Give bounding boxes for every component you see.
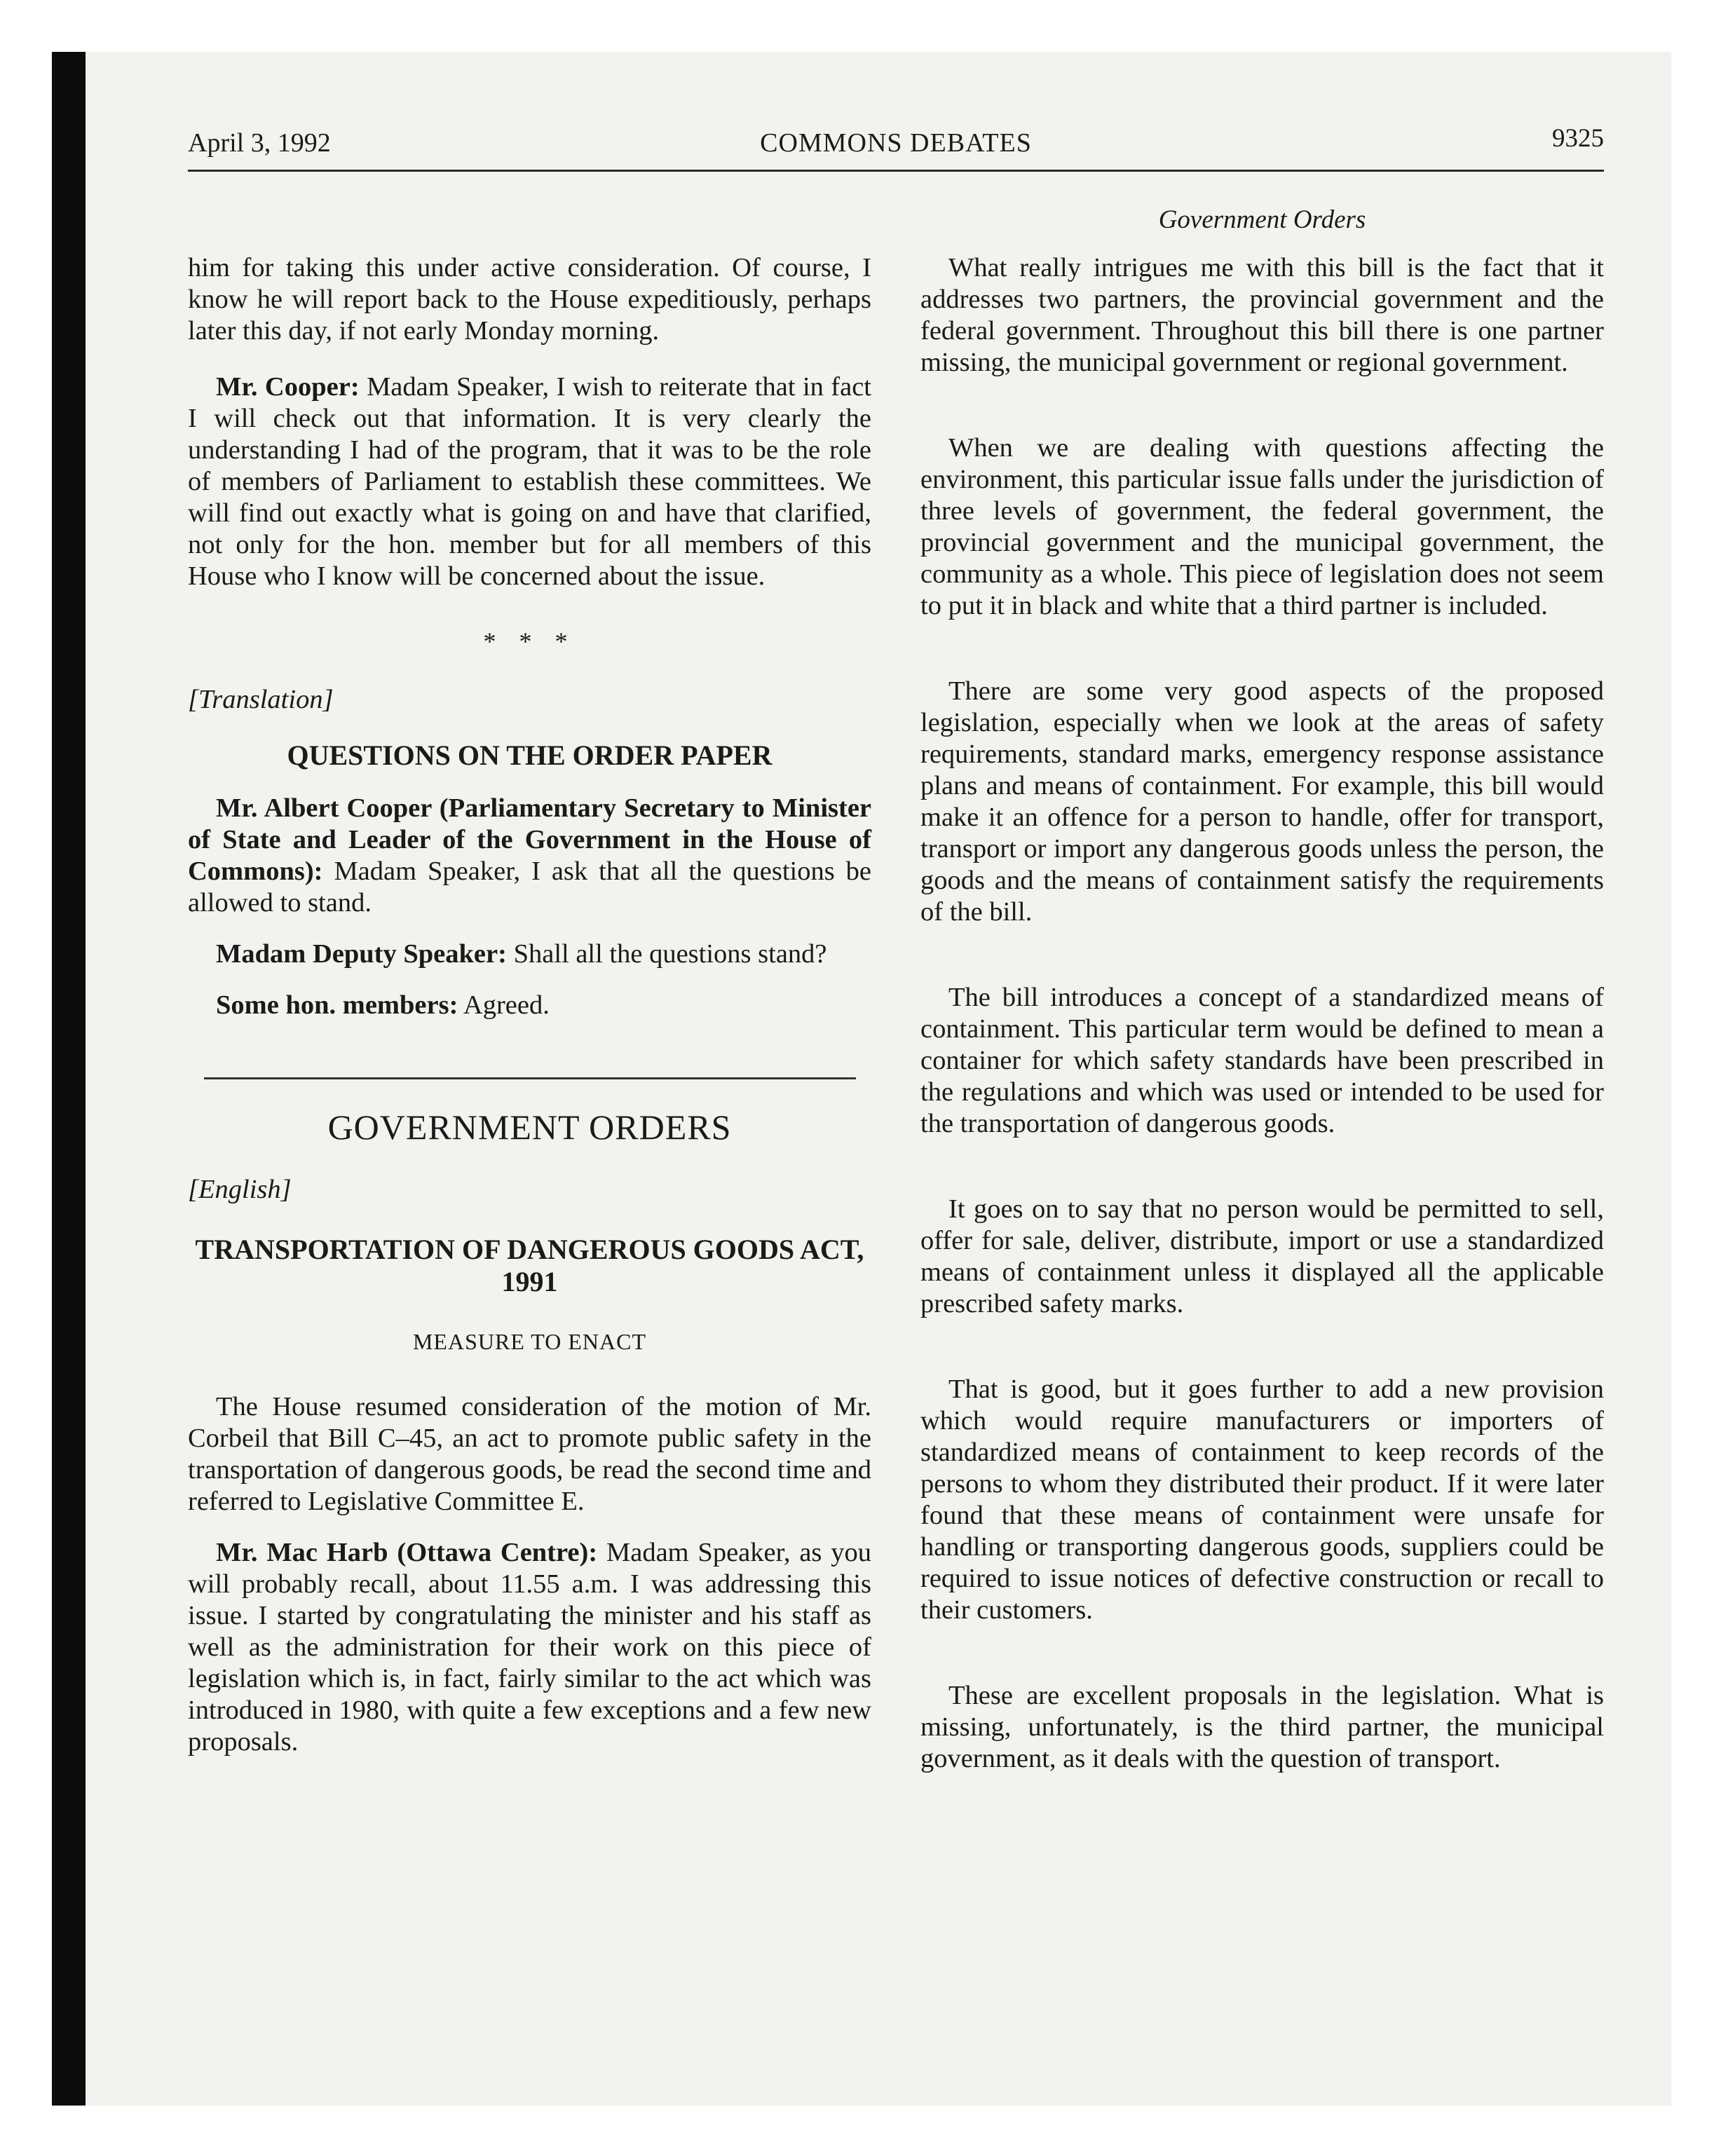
speech-text: Agreed.	[463, 990, 550, 1020]
act-heading: TRANSPORTATION OF DANGEROUS GOODS ACT, 1991	[195, 1234, 864, 1297]
speaker-name: Mr. Cooper:	[216, 372, 360, 402]
speaker-name: Mr. Mac Harb (Ottawa Centre):	[216, 1538, 598, 1567]
deputy-speaker-paragraph	[188, 939, 871, 970]
speaker-name: Mr. Albert Cooper (Parliamentary Secretary to Minister of State and Leader of the Government in the House of Commons):	[188, 793, 871, 886]
speech-text: Madam Speaker, I ask that all the questions be allowed to stand.	[188, 857, 872, 917]
body-paragraph: That is good, but it goes further to add a new provision which would require manufacturers or importers of standardized means of containment to keep records of the persons to whom they distributed their product. If it were later found that these means of containment were unsafe for handling or transporting dangerous goods, suppliers could be required to issue notices of defective construction or recall to their customers.	[920, 1374, 1604, 1625]
page-header	[188, 119, 1604, 172]
left-column	[188, 252, 871, 1758]
translation-tag: [Translation]	[188, 685, 334, 714]
body-paragraph: These are excellent proposals in the legislation. What is missing, unfortunately, is the third partner, the municipal government, as it deals with the question of transport.	[920, 1681, 1604, 1773]
header-title: COMMONS DEBATES	[760, 128, 1032, 158]
body-paragraph: When we are dealing with questions affecting the environment, this particular issue falls under the jurisdiction of three levels of government, the federal government, the provincial government and the municipal government, the community as a whole. This piece of legislation does not seem to put it in black and white that a third partner is included.	[920, 433, 1604, 620]
harb-paragraph	[188, 1537, 871, 1758]
government-orders-heading: GOVERNMENT ORDERS	[327, 1107, 732, 1147]
header-date: April 3, 1992	[188, 128, 331, 158]
speaker-name: Some hon. members:	[216, 990, 458, 1020]
questions-heading: QUESTIONS ON THE ORDER PAPER	[287, 739, 773, 771]
section-separator: * * *	[483, 627, 576, 655]
scan-binding-edge	[52, 52, 86, 2106]
body-paragraph: The bill introduces a concept of a standardized means of containment. This particular term would be defined to mean a container for which safety standards have been prescribed in the regulations and which was used or intended to be used for the transportation of dangerous goods.	[920, 983, 1604, 1138]
page-number: 9325	[1552, 124, 1604, 153]
intro-paragraph: him for taking this under active consideration. Of course, I know he will report back to the House expeditiously, perhaps later this day, if not early Monday morning.	[188, 253, 871, 346]
section-rule	[204, 1077, 856, 1079]
right-column	[920, 252, 1604, 1775]
running-head: Government Orders	[1158, 205, 1366, 234]
cooper-paragraph	[188, 371, 871, 592]
body-paragraph: What really intrigues me with this bill is the fact that it addresses two partners, the provincial government and the federal government. Throughout this bill there is one partner missing, the municipal government or regional government.	[920, 253, 1604, 377]
motion-paragraph: The House resumed consideration of the motion of Mr. Corbeil that Bill C–45, an act to promote public safety in the transportation of dangerous goods, be read the second time and referred to Legislative Committee E.	[188, 1392, 871, 1516]
speech-text: Shall all the questions stand?	[513, 939, 827, 969]
body-paragraph: It goes on to say that no person would be permitted to sell, offer for sale, deliver, distribute, import or use a standardized means of containment unless it displayed all the applicable prescribed safety marks.	[920, 1194, 1604, 1318]
english-tag: [English]	[188, 1175, 292, 1204]
speech-text: Madam Speaker, as you will probably recall, about 11.55 a.m. I was addressing this issue. I started by congratulating the minister and his staff as well as the administration for their work on this piece of legislation which is, in fact, fairly similar to the act which was introduced in 1980, with quite a few exceptions and a few new proposals.	[188, 1538, 871, 1756]
albert-cooper-paragraph	[188, 793, 871, 919]
members-paragraph	[188, 990, 871, 1021]
measure-heading: MEASURE TO ENACT	[412, 1329, 647, 1354]
body-paragraph: There are some very good aspects of the proposed legislation, especially when we look at the areas of safety requirements, standard marks, emergency response assistance plans and means of containment. For example, this bill would make it an offence for a person to handle, offer for transport, transport or import any dangerous goods unless the person, the goods and the means of containment satisfy the requirements of the bill.	[920, 676, 1604, 927]
speech-text: Madam Speaker, I wish to reiterate that in fact I will check out that information. It is very clearly the understanding I had of the program, that it was to be the role of members of Parliament to establish these committees. We will find out exactly what is going on and have that clarified, not only for the hon. member but for all members of this House who I know will be concerned about the issue.	[188, 372, 871, 591]
speaker-name: Madam Deputy Speaker:	[216, 939, 507, 969]
